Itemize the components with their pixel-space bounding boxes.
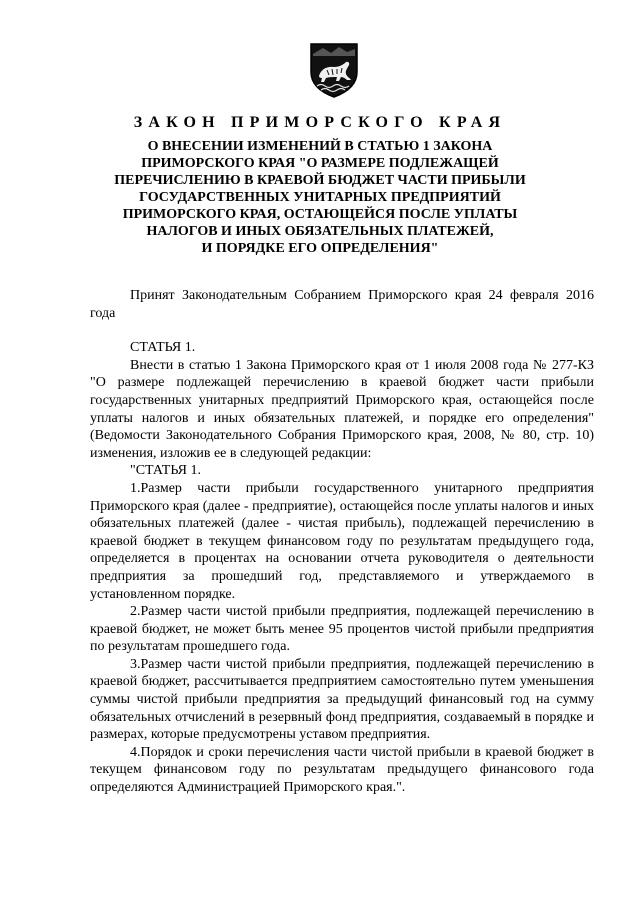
law-subtitle [0,138,640,257]
law-title: ЗАКОН ПРИМОРСКОГО КРАЯ [133,114,507,131]
subtitle-line: И ПОРЯДКЕ ЕГО ОПРЕДЕЛЕНИЯ" [201,241,439,256]
subtitle-line: ПРИМОРСКОГО КРАЯ "О РАЗМЕРЕ ПОДЛЕЖАЩЕЙ [141,156,499,171]
subtitle-line: О ВНЕСЕНИИ ИЗМЕНЕНИЙ В СТАТЬЮ 1 ЗАКОНА [147,139,493,154]
article-heading: СТАТЬЯ 1. [130,340,196,356]
coat-of-arms-icon [309,42,359,98]
subtitle-line: ГОСУДАРСТВЕННЫХ УНИТАРНЫХ ПРЕДПРИЯТИЙ [139,190,501,205]
subtitle-line: ПРИМОРСКОГО КРАЯ, ОСТАЮЩЕЙСЯ ПОСЛЕ УПЛАТЫ [122,207,518,222]
clause-4: 4.Порядок и сроки перечисления части чистой прибыли в краевой бюджет в текущем финансовом году по результатам предыдущего финансового года определяются Администрацией Приморского края.". [90,744,594,796]
clause-3: 3.Размер части чистой прибыли предприятия, подлежащей перечислению в краевой бюджет, рассчитывается предприятием самостоятельно путем уменьшения суммы чистой прибыли предприятия за предыдущий финансовый год на сумму обязательных отчислений в резервный фонд предприятия, создаваемый в порядке и размерах, которые предусмотрены уставом предприятия. [90,656,594,743]
article-intro: Внести в статью 1 Закона Приморского края от 1 июля 2008 года № 277-КЗ "О размере подлежащей перечислению в краевой бюджет части прибыли государственных унитарных предприятий Приморского края, остающейся после уплаты налогов и иных обязательных платежей, и порядке его определения" (Ведомости Законодательного Собрания Приморского края, 2008, № 80, стр. 10) изменения, изложив ее в следующей редакции: [90,357,594,461]
quoted-article-heading: "СТАТЬЯ 1. [130,463,201,479]
clause-2: 2.Размер части чистой прибыли предприятия, подлежащей перечислению в краевой бюджет, не может быть менее 95 процентов чистой прибыли предприятия по результатам прошедшего года. [90,604,594,655]
law-body [90,287,594,797]
subtitle-line: ПЕРЕЧИСЛЕНИЮ В КРАЕВОЙ БЮДЖЕТ ЧАСТИ ПРИБЫЛИ [114,173,526,188]
clause-1: 1.Размер части прибыли государственного унитарного предприятия Приморского края (далее - предприятие), остающейся после уплаты налогов и иных обязательных платежей (далее - чистая прибыль), подлежащей перечислению в краевой бюджет в текущем финансовом году по результатам предыдущего года, определяется в процентах на основании отчета руководителя о деятельности предприятия за прошедший год, представляемого и утверждаемого в установленном порядке. [90,480,594,602]
adoption-statement: Принят Законодательным Собранием Приморского края 24 февраля 2016 года [90,288,594,321]
subtitle-line: НАЛОГОВ И ИНЫХ ОБЯЗАТЕЛЬНЫХ ПЛАТЕЖЕЙ, [146,224,494,239]
